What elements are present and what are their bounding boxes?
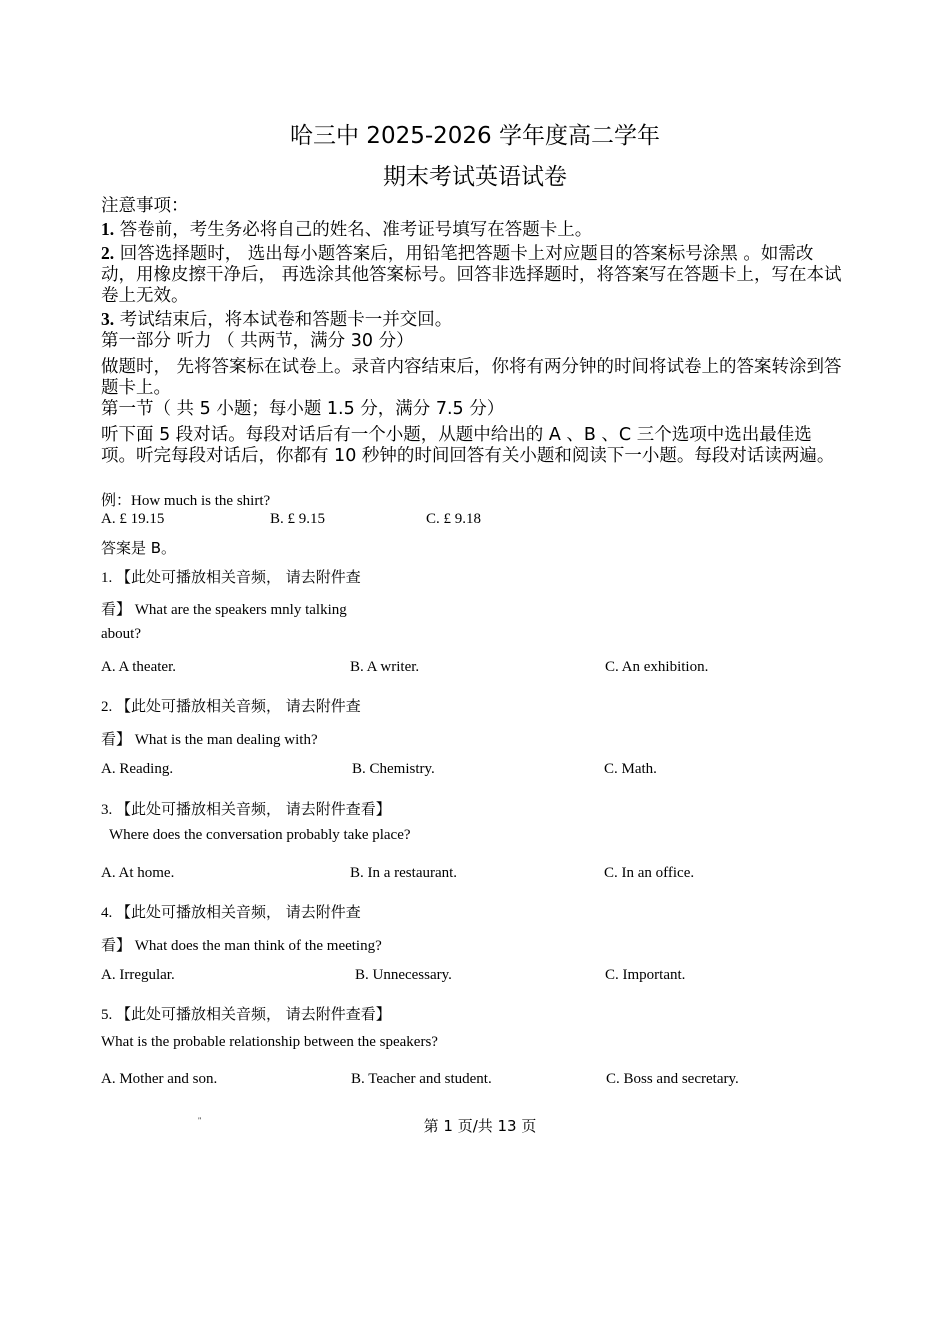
question-prefix: 3. 【此处可播放相关音频， 请去附件查看】 [101,800,391,818]
note-item: 2. 回答选择题时， 选出每小题答案后，用铅笔把答题卡上对应题目的答案标号涂黑 。如需改动，用橡皮擦干净后， 再选涂其他答案标号。回答非选择题时，将答案写在答题卡上，写在本试卷上无效。 [101,243,842,306]
example-option: B. £ 9.15 [270,511,326,527]
example-option: A. £ 19.15 [101,511,165,527]
question-text: about? [101,626,141,642]
note-item: 1. 答卷前，考生务必将自己的姓名、准考证号填写在答题卡上。 [101,219,593,240]
question-option: C. Important. [605,967,686,983]
question-text: What is the probable relationship between the speakers? [101,1034,438,1050]
question-option: B. A writer. [350,659,420,675]
document-subtitle: 期末考试英语试卷 [383,164,567,190]
question-option: C. Boss and secretary. [606,1071,739,1087]
question-text: 看】 What are the speakers mnly talking [101,602,347,618]
document-title: 哈三中 2025-2026 学年度高二学年 [290,123,660,149]
example-option: C. £ 9.18 [426,511,482,527]
question-option: C. In an office. [604,865,695,881]
question-option: A. A theater. [101,659,176,675]
question-option: C. An exhibition. [605,659,709,675]
question-option: C. Math. [604,761,657,777]
question-option: B. Chemistry. [352,761,435,777]
question-option: A. Mother and son. [101,1071,218,1087]
question-prefix: 4. 【此处可播放相关音频， 请去附件查 [101,903,361,921]
note-item: 3. 考试结束后，将本试卷和答题卡一并交回。 [101,309,453,330]
page-number: 第 1 页/共 13 页 [423,1117,537,1135]
part-heading: 第一部分 听力 （ 共两节，满分 30 分） [101,331,414,351]
example-question: 例：How much is the shirt? [101,493,271,509]
question-option: A. Irregular. [101,967,175,983]
question-option: B. Teacher and student. [351,1071,492,1087]
notes-heading: 注意事项： [101,196,189,216]
question-text: 看】 What does the man think of the meeting? [101,938,382,954]
question-option: A. Reading. [101,761,174,777]
question-text: 看】 What is the man dealing with? [101,732,318,748]
question-option: B. In a restaurant. [350,865,458,881]
question-option: A. At home. [101,865,175,881]
section-instruction: 听下面 5 段对话。每段对话后有一个小题，从题中给出的 A 、B 、C 三个选项中选出最佳选项。听完每段对话后，你都有 10 秒钟的时间回答有关小题和阅读下一小题。每段对话读两遍。 [101,425,835,466]
example-answer: 答案是 B。 [101,539,177,557]
question-text: Where does the conversation probably take place? [109,827,411,843]
part-instruction: 做题时， 先将答案标在试卷上。录音内容结束后，你将有两分钟的时间将试卷上的答案转涂到答题卡上。 [101,357,842,398]
question-option: B. Unnecessary. [355,967,452,983]
section-heading: 第一节（ 共 5 小题；每小题 1.5 分，满分 7.5 分） [101,399,505,419]
question-prefix: 5. 【此处可播放相关音频， 请去附件查看】 [101,1005,391,1023]
question-prefix: 1. 【此处可播放相关音频， 请去附件查 [101,568,361,586]
question-prefix: 2. 【此处可播放相关音频， 请去附件查 [101,697,361,715]
footer-mark: " [198,1116,202,1125]
